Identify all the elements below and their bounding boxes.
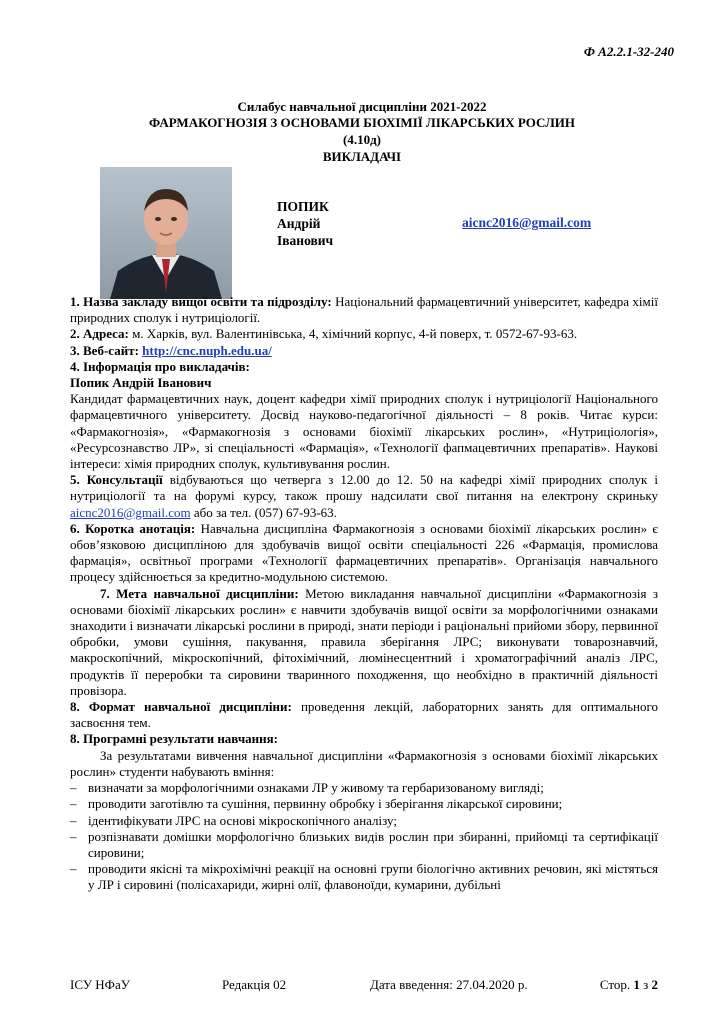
teacher-photo xyxy=(100,167,232,299)
list-item xyxy=(70,780,658,796)
list-item xyxy=(70,829,658,861)
bullet-marker: – xyxy=(70,780,77,796)
website-link[interactable]: http://cnc.nuph.edu.ua/ xyxy=(142,342,272,358)
section-2 xyxy=(70,326,658,342)
footer-page-number xyxy=(600,977,658,993)
footer-page-total: 2 xyxy=(651,977,658,992)
teachers-heading: ВИКЛАДАЧІ xyxy=(322,149,402,164)
bullet-marker: – xyxy=(70,828,77,844)
teacher-email-link[interactable]: aicnc2016@gmail.com xyxy=(462,215,592,230)
teacher-first-name: Андрій xyxy=(277,216,321,231)
list-item xyxy=(70,796,658,812)
course-title: ФАРМАКОГНОЗІЯ З ОСНОВАМИ БІОХІМІЇ ЛІКАРСЬКИХ РОСЛИН xyxy=(149,115,575,130)
footer-page-current: 1 xyxy=(633,977,640,992)
teacher-patronymic: Іванович xyxy=(277,233,334,248)
section-7-text: Метою викладання навчальної дисципліни «Фармакогнозія з основами біохімії лікарських рослин» є навчити здобувачів вищої освіти за морфологічними ознаками знаходити і визначати лікарські рослини в природі, знати періоди і раціональні прийоми збору, первинної обробки, умови сушіння, пакування, правила зберігання ЛРС; виконувати товарознавчий, макроскопічний, мікроскопічний, фітохімічний, люмінесцентний і хроматографічний аналіз ЛРС, продуктів її переробки та сировини тваринного походження, що необхідно в практичній діяльності провізора. xyxy=(70,585,659,698)
bullet-marker: – xyxy=(70,812,77,828)
section-2-label: 2. Адреса: xyxy=(70,326,129,342)
footer-date: Дата введення: 27.04.2020 р. xyxy=(370,977,528,992)
section-6 xyxy=(70,521,658,586)
list-item-text: розпізнавати домішки морфологічно близьких видів рослин при збиранні, прийомці та сертифікації сировини; xyxy=(88,828,658,860)
syllabus-body xyxy=(70,294,658,894)
list-item-text: проводити заготівлю та сушіння, первинну обробку і зберігання лікарської сировини; xyxy=(88,796,563,812)
section-7 xyxy=(70,586,658,699)
section-8b xyxy=(70,731,658,747)
section-5-tail: або за тел. (057) 67-93-63. xyxy=(193,504,337,520)
list-item-text: ідентифікувати ЛРС на основі мікроскопічного аналізу; xyxy=(88,812,397,828)
footer-edition: Редакція 02 xyxy=(222,977,287,992)
section-5 xyxy=(70,472,658,521)
footer-page-of: з xyxy=(643,977,649,992)
section-7-label: 7. Мета навчальної дисципліни: xyxy=(100,585,299,601)
consultation-email-link[interactable]: aicnc2016@gmail.com xyxy=(70,504,191,520)
footer-org: ІСУ НФаУ xyxy=(70,977,130,992)
list-item xyxy=(70,813,658,829)
section-8b-label: 8. Програмні результати навчання: xyxy=(70,731,279,747)
section-4-text: Кандидат фармацевтичних наук, доцент кафедри хімії природних сполук і нутриціології Національного фармацевтичного університету. Досвід науково-педагогічної діяльності – 8 років. Читає курси: «Фармакогнозія», «Фармакогнозія з основами біохімії лікарських рослин», «Нутриціологія», «Ресурсознавство ЛР», зі спеціальності «Фармація», «Технології фапмацевтичних препаратів». Наукові інтереси: хімія природних сполук, культивування рослин. xyxy=(70,391,658,472)
section-5-label: 5. Консультації xyxy=(70,472,163,488)
course-code: (4.10д) xyxy=(343,132,381,147)
section-3 xyxy=(70,343,658,359)
list-item-text: визначати за морфологічними ознаками ЛР у живому та гербаризованому вигляді; xyxy=(88,780,544,796)
section-1-label: 1. Назва закладу вищої освіти та підрозділу: xyxy=(70,294,332,309)
section-8a-text: проведення лекцій, лабораторних занять для оптимального засвоєння тем. xyxy=(70,699,658,731)
section-3-label: 3. Веб-сайт: xyxy=(70,342,139,358)
document-code: Ф А2.2.1-32-240 xyxy=(583,44,674,59)
section-4-label: 4. Інформація про викладачів: xyxy=(70,358,250,374)
section-1-text: Національний фармацевтичний університет, кафедра хімії природних сполук і нутриціології. xyxy=(70,294,658,326)
teacher-surname: ПОПИК xyxy=(277,199,329,214)
bullet-marker: – xyxy=(70,796,77,812)
section-8a xyxy=(70,699,658,731)
list-item xyxy=(70,861,658,893)
section-8a-label: 8. Формат навчальної дисципліни: xyxy=(70,699,292,715)
list-item-text: проводити якісні та мікрохімічні реакції на основні групи біологічно активних речовин, які містяться у ЛР і сировині (полісахариди, жирні олії, флавоноїди, кумарини, дубільні xyxy=(88,861,658,893)
syllabus-title: Силабус навчальної дисципліни 2021-2022 xyxy=(237,99,487,114)
section-5-text: відбуваються що четверга з 12.00 до 12. 50 на кафедрі хімії природних сполук і нутриціології та на форумі курсу, також прошу надсилати свої питання на електрону скриньку xyxy=(70,472,658,504)
section-6-text: Навчальна дисципліна Фармакогнозія з основами біохімії лікарських рослин» є обов’язковою дисципліною для здобувачів вищої освіти спеціальності 226 «Фармація, промислова фармація», освітньої програми «Технології фармацевтичних препаратів». Організація навчального процесу здійснюється за кредитно-модульною системою. xyxy=(70,520,659,585)
section-2-text: м. Харків, вул. Валентинівська, 4, хімічний корпус, 4-й поверх, т. 0572-67-93-63. xyxy=(132,326,578,342)
section-4 xyxy=(70,359,658,375)
section-4-teacher-name: Попик Андрій Іванович xyxy=(70,375,212,391)
footer-page-prefix: Стор. xyxy=(599,977,631,992)
section-1 xyxy=(70,294,658,326)
section-6-label: 6. Коротка анотація: xyxy=(70,520,196,536)
section-8b-intro: За результатами вивчення навчальної дисципліни «Фармакогнозія з основами біохімії лікарських рослин» студенти набувають вміння: xyxy=(70,747,658,779)
bullet-marker: – xyxy=(70,861,77,877)
